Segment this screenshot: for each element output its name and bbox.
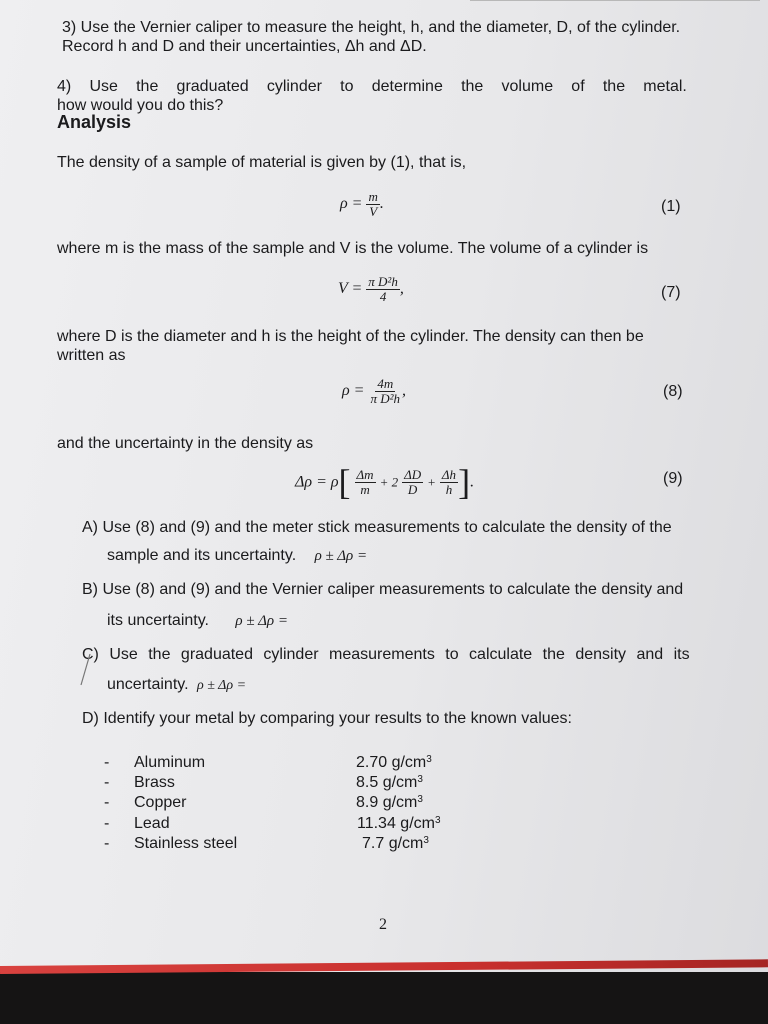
- eq9-term1-num: Δm: [356, 466, 374, 482]
- metal-density: 2.70 $g/cm^3$: [356, 754, 432, 771]
- metal-row: [104, 793, 423, 812]
- eq9-term3: [440, 468, 458, 497]
- eq9-term2-num: ΔD: [404, 466, 422, 482]
- metal-dash: -: [104, 774, 110, 791]
- eq7-fraction: [366, 275, 400, 304]
- diameter-text-line1: where D is the diameter and h is the height of the cylinder. The density can then be: [57, 328, 644, 345]
- equation-7: [338, 275, 404, 304]
- q3-line2: Record h and D and their uncertainties, Δh and ΔD.: [62, 38, 427, 55]
- diameter-text-line2: written as: [57, 347, 126, 364]
- partB-line2: [107, 611, 288, 631]
- partA-formula: ρ ± Δρ =: [314, 548, 368, 564]
- metal-name: Brass: [134, 774, 175, 791]
- partB-formula: ρ ± Δρ =: [235, 613, 288, 629]
- metal-name: Stainless steel: [134, 835, 238, 852]
- metal-name: Aluminum: [134, 754, 206, 771]
- equation-9: [295, 464, 474, 500]
- eq8-tail: ,: [402, 382, 407, 400]
- q4-word: 4): [57, 78, 72, 95]
- eq9-term1-den: m: [360, 481, 370, 497]
- partC-formula: ρ ± Δρ =: [196, 678, 247, 693]
- eq7-label: (7): [661, 284, 681, 301]
- partB-text: its uncertainty.: [107, 612, 209, 629]
- eq9-term1: [355, 468, 376, 497]
- eq8-denominator: π D²h: [370, 391, 401, 406]
- partB-line1: B) Use (8) and (9) and the Vernier caliper measurements to calculate the density and: [82, 581, 684, 598]
- metal-row: [104, 773, 423, 792]
- q4-word: the: [461, 78, 484, 95]
- uncertainty-text: and the uncertainty in the density as: [57, 435, 314, 452]
- pencil-mark: [78, 652, 94, 688]
- eq1-lhs: ρ =: [340, 195, 363, 213]
- partC-line1: C) Use the graduated cylinder measurements to calculate the density and its: [82, 646, 690, 663]
- metal-row: [104, 834, 429, 853]
- metal-name: Lead: [134, 815, 170, 832]
- q4-word: of: [571, 78, 585, 95]
- mass-volume-text: where m is the mass of the sample and V is the volume. The volume of a cylinder is: [57, 240, 649, 257]
- eq9-term3-den: h: [445, 481, 453, 497]
- q4-word: cylinder: [266, 78, 322, 95]
- partC-text: uncertainty.: [107, 676, 189, 693]
- eq9-tail: .: [470, 473, 475, 491]
- metal-density: 7.7 $g/cm^3$: [362, 835, 429, 852]
- q4-word: volume: [501, 78, 554, 95]
- eq7-denominator: 4: [379, 289, 387, 304]
- q3-line1: 3) Use the Vernier caliper to measure the height, h, and the diameter, D, of the cylinder.: [62, 19, 681, 36]
- eq8-label: (8): [663, 383, 683, 400]
- eq9-plus2: +: [427, 474, 436, 490]
- q4-line2: how would you do this?: [57, 97, 224, 114]
- eq9-lhs: Δρ = ρ: [295, 473, 339, 491]
- metal-density: 8.9 $g/cm^3$: [356, 794, 423, 811]
- eq9-term3-num: Δh: [441, 466, 457, 482]
- eq1-tail: .: [379, 195, 384, 213]
- eq7-lhs: V =: [338, 280, 363, 298]
- left-bracket: [: [338, 462, 351, 502]
- q4-word: graduated: [176, 78, 249, 95]
- partA-text: sample and its uncertainty.: [107, 547, 297, 564]
- equation-8: [342, 377, 406, 406]
- q4-word: the: [136, 78, 159, 95]
- eq1-numerator: m: [368, 189, 378, 204]
- equation-1: [340, 190, 384, 219]
- metal-density: 11.34 $g/cm^3$: [357, 815, 441, 832]
- page-number: 2: [379, 916, 387, 933]
- eq9-label: (9): [663, 470, 683, 487]
- eq7-tail: ,: [399, 280, 404, 298]
- eq9-term2-den: D: [407, 481, 418, 497]
- eq1-fraction: [366, 190, 379, 219]
- metal-dash: -: [104, 754, 110, 771]
- q4-line1: [57, 77, 687, 96]
- eq1-label: (1): [661, 198, 681, 215]
- metal-row: [104, 753, 432, 772]
- analysis-heading: Analysis: [57, 112, 132, 132]
- intro-text: The density of a sample of material is given by (1), that is,: [57, 154, 467, 171]
- q4-word: Use: [89, 78, 118, 95]
- eq9-plus1: + 2: [379, 474, 399, 490]
- eq1-denominator: V: [369, 204, 378, 219]
- metal-dash: -: [104, 794, 110, 811]
- partD-text: D) Identify your metal by comparing your results to the known values:: [82, 710, 572, 727]
- metal-dash: -: [104, 815, 110, 832]
- eq9-term2: [402, 468, 423, 497]
- q4-word: to: [340, 78, 354, 95]
- partA-line2: [107, 546, 367, 566]
- right-bracket: ]: [458, 462, 471, 502]
- eq8-fraction: [368, 377, 402, 406]
- metal-name: Copper: [134, 794, 187, 811]
- eq8-numerator: 4m: [377, 376, 394, 391]
- top-rule: [470, 0, 760, 1]
- q4-word: determine: [371, 78, 443, 95]
- q4-word: metal.: [643, 78, 687, 95]
- metal-row: [104, 814, 441, 833]
- metal-dash: -: [104, 835, 110, 852]
- partA-line1: A) Use (8) and (9) and the meter stick measurements to calculate the density of the: [82, 519, 672, 536]
- eq7-numerator: π D²h: [368, 274, 398, 289]
- q4-word: the: [602, 78, 626, 95]
- eq8-lhs: ρ =: [342, 382, 365, 400]
- metal-density: 8.5 $g/cm^3$: [356, 774, 423, 791]
- partC-line2: [107, 675, 246, 695]
